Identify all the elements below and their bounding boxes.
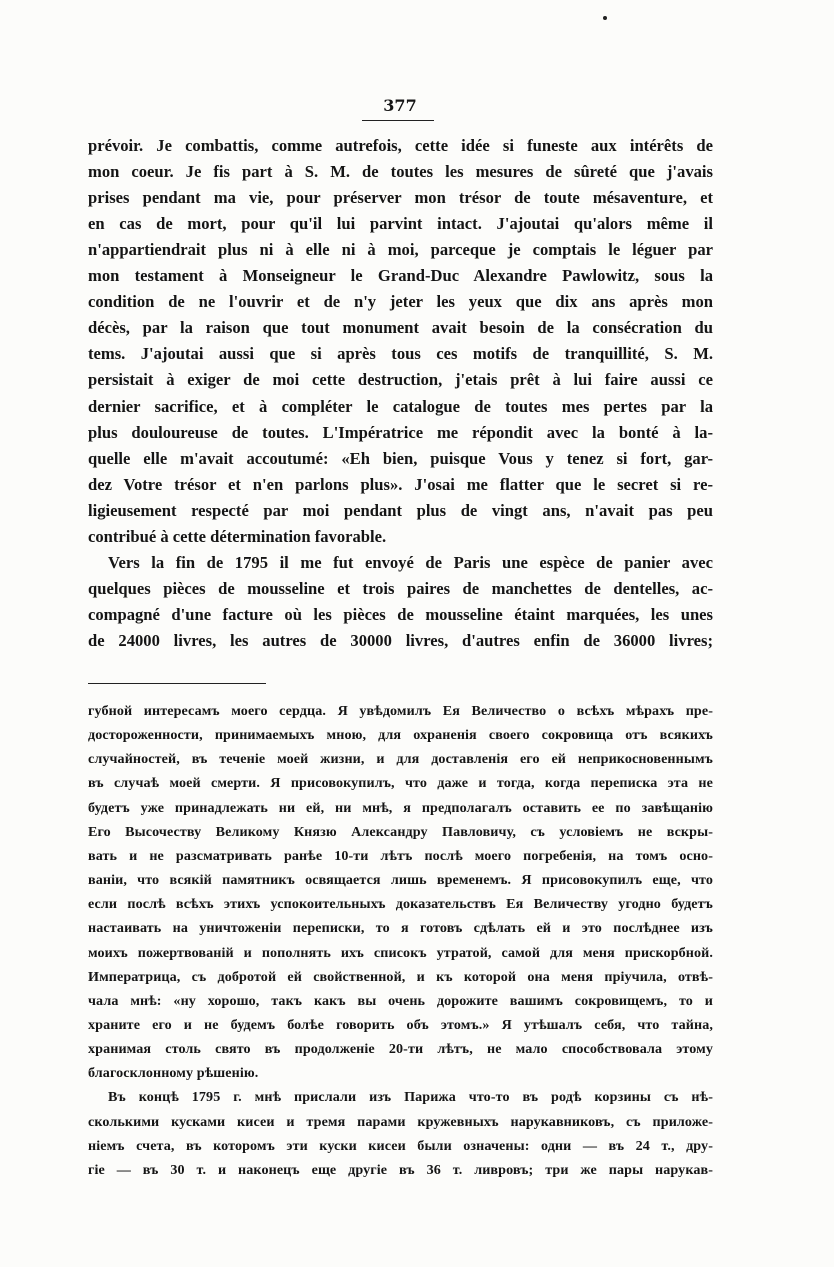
russian-line: Императрица, съ добротой ей свойственной, и къ которой она меня пріучила, отвѣ- bbox=[88, 968, 713, 985]
french-line: contribué à cette détermination favorable. bbox=[88, 526, 387, 546]
russian-line: въ случаѣ моей смерти. Я присовокупилъ, что даже и тогда, когда переписка эта не bbox=[88, 775, 713, 792]
russian-line: сколькими кусками кисеи и тремя парами кружевныхъ нарукавниковъ, съ приложе- bbox=[88, 1113, 713, 1130]
russian-line: Въ концѣ 1795 г. мнѣ прислали изъ Парижа что-то въ родѣ корзины съ нѣ- bbox=[108, 1089, 713, 1106]
french-line: en cas de mort, pour qu'il lui parvint intact. J'ajoutai qu'alors même il bbox=[88, 214, 713, 234]
russian-line: гіе — въ 30 т. и наконецъ еще другіе въ 36 т. ливровъ; три же пары нарукав- bbox=[88, 1161, 713, 1178]
french-line: quelle elle m'avait accoutumé: «Eh bien, puisque Vous y tenez si fort, gar- bbox=[88, 448, 713, 468]
russian-line: храните его и не будемъ болѣе говорить объ этомъ.» Я утѣшалъ себя, что тайна, bbox=[88, 1016, 713, 1033]
french-line: n'appartiendrait plus ni à elle ni à moi, parceque je comptais le léguer par bbox=[88, 240, 713, 260]
french-line: plus douloureuse de toutes. L'Impératrice me répondit avec la bonté à la- bbox=[88, 422, 713, 442]
page-number-rule bbox=[362, 120, 434, 121]
page-number: 377 bbox=[383, 96, 417, 115]
russian-line: достороженности, принимаемыхъ мною, для охраненія своего сокровища отъ всякихъ bbox=[88, 727, 713, 744]
french-line: compagné d'une facture où les pièces de mousseline étaint marquées, les unes bbox=[88, 604, 713, 624]
russian-line: вать и не разсматривать ранѣе 10-ти лѣтъ послѣ моего погребенія, на томъ осно- bbox=[88, 847, 713, 864]
ink-speck bbox=[603, 16, 607, 20]
footnote-separator bbox=[88, 683, 266, 684]
french-line: mon coeur. Je fis part à S. M. de toutes les mesures de sûreté que j'avais bbox=[88, 162, 713, 182]
russian-line: благосклонному рѣшенію. bbox=[88, 1065, 259, 1082]
french-line: quelques pièces de mousseline et trois paires de manchettes de dentelles, ac- bbox=[88, 578, 713, 598]
russian-line: случайностей, въ теченіе моей жизни, и для доставленія его ей неприкосновеннымъ bbox=[88, 751, 713, 768]
russian-line: губной интересамъ моего сердца. Я увѣдомилъ Ея Величество о всѣхъ мѣрахъ пре- bbox=[88, 703, 713, 719]
russian-line: ніемъ счета, въ которомъ эти куски кисеи были означены: одни — въ 24 т., дру- bbox=[88, 1137, 713, 1154]
russian-line: хранимая столь свято въ продолженіе 20-ти лѣтъ, не мало способствовала этому bbox=[88, 1041, 713, 1058]
french-line: prévoir. Je combattis, comme autrefois, cette idée si funeste aux intérêts de bbox=[88, 136, 713, 155]
french-line: persistait à exiger de moi cette destruction, j'etais prêt à lui faire aussi ce bbox=[88, 370, 713, 390]
french-line: ligieusement respecté par moi pendant plus de vingt ans, n'avait pas peu bbox=[88, 500, 713, 520]
french-line: condition de ne l'ouvrir et de n'y jeter les yeux que dix ans après mon bbox=[88, 292, 713, 312]
french-line: prises pendant ma vie, pour préserver mon trésor de toute mésaventure, et bbox=[88, 188, 713, 208]
french-line: de 24000 livres, les autres de 30000 livres, d'autres enfin de 36000 livres; bbox=[88, 630, 713, 650]
french-line: mon testament à Monseigneur le Grand-Duc Alexandre Pawlowitz, sous la bbox=[88, 266, 713, 286]
russian-line: ваніи, что всякій памятникъ освящается лишь временемъ. Я присовокупилъ еще, что bbox=[88, 872, 713, 889]
french-line: tems. J'ajoutai aussi que si après tous ces motifs de tranquillité, S. M. bbox=[88, 344, 713, 364]
russian-line: Его Высочеству Великому Князю Александру Павловичу, съ условіемъ не вскры- bbox=[88, 823, 713, 840]
french-line: Vers la fin de 1795 il me fut envoyé de Paris une espèce de panier avec bbox=[108, 552, 713, 572]
russian-line: будетъ уже принадлежать ни ей, ни мнѣ, я предполагалъ оставить ее по завѣщанію bbox=[88, 799, 713, 816]
russian-line: настаивать на уничтоженіи переписки, то я готовъ сдѣлать ей и это послѣднее изъ bbox=[88, 920, 713, 937]
russian-line: моихъ пожертвованій и пополнять ихъ списокъ утратой, самой для меня прискорбной. bbox=[88, 944, 713, 961]
french-line: dernier sacrifice, et à compléter le catalogue de toutes mes pertes par la bbox=[88, 396, 713, 416]
french-line: décès, par la raison que tout monument avait besoin de la consécration du bbox=[88, 318, 713, 338]
russian-line: если послѣ всѣхъ этихъ успокоительныхъ доказательствъ Ея Величеству угодно будетъ bbox=[88, 896, 713, 913]
russian-line: чала мнѣ: «ну хорошо, такъ какъ вы очень дорожите вашимъ сокровищемъ, то и bbox=[88, 992, 713, 1009]
french-line: dez Votre trésor et n'en parlons plus». J'osai me flatter que le secret si re- bbox=[88, 474, 713, 494]
